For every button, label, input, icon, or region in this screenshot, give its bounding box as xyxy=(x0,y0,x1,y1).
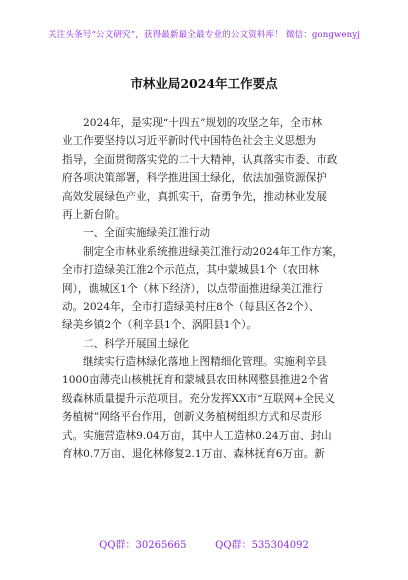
text-line: 高效发展绿色产业，真抓实干，奋勇争先，推动林业发展 xyxy=(62,190,327,203)
qq-number: 535304092 xyxy=(251,540,309,551)
text-line: 育林0.7万亩、退化林修复2.1万亩、森林抚育6万亩。新 xyxy=(62,448,325,461)
footer-contact xyxy=(0,536,408,551)
text-line: 全市打造绿美江淮2个示范点，其中蒙城县1个（农田林 xyxy=(62,264,320,277)
qq-label: QQ群： xyxy=(215,540,252,551)
text-line: 绿美乡镇2个（利辛县1个、涡阳县1个）。 xyxy=(62,319,258,332)
text-line: 式。实施营造林9.04万亩，其中人工造林0.24万亩、封山 xyxy=(62,429,332,442)
text-line: 再上新台阶。 xyxy=(62,208,126,221)
qq-number: 30265665 xyxy=(135,540,187,551)
text-line: 网），谯城区1个（林下经济），以点带面推进绿美江淮行 xyxy=(62,282,323,295)
document-title: 市林业局2024年工作要点 xyxy=(130,76,278,91)
text-line: 务植树”网络平台作用，创新义务植树组织方式和尽责形 xyxy=(62,411,322,424)
text-line: 动。2024年，全市打造绿美村庄8个（每县区各2个）、 xyxy=(62,300,320,313)
document-body xyxy=(62,114,362,463)
text-line: 府各项决策部署，科学推进国土绿化，依法加强资源保护 xyxy=(62,172,327,185)
text-line: 级森林质量提升示范项目。充分发挥XX市“互联网+全民义 xyxy=(62,392,336,405)
header-banner: 关注头条号“公文研究”，获得最新最全最专业的公文资料库！ 微信：gongwenyj xyxy=(47,30,361,40)
text-line: 2024年，是实现“十四五”规划的攻坚之年，全市林 xyxy=(83,117,323,129)
text-line: 二、科学开展国土绿化 xyxy=(83,337,189,350)
text-line: 一、全面实施绿美江淮行动 xyxy=(83,227,211,240)
text-line: 制定全市林业系统推进绿美江淮行动2024年工作方案， xyxy=(83,245,344,258)
text-line: 1000亩薄壳山核桃抚育和蒙城县农田林网整县推进2个省 xyxy=(62,374,329,387)
text-line: 业工作要坚持以习近平新时代中国特色社会主义思想为 xyxy=(62,135,317,148)
text-line: 继续实行造林绿化落地上图精细化管理。实施利辛县 xyxy=(83,356,327,369)
qq-label: QQ群： xyxy=(99,540,136,551)
text-line: 指导，全面贯彻落实党的二十大精神，认真落实市委、市政 xyxy=(62,153,338,166)
